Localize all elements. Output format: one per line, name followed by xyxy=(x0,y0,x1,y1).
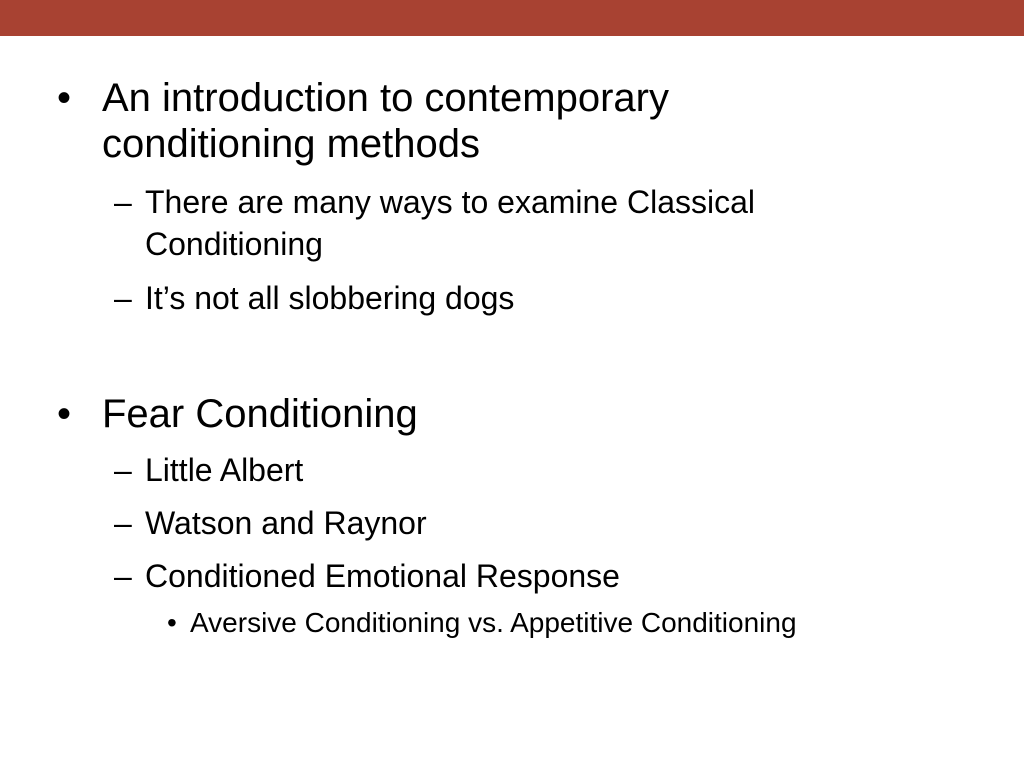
bullet-marker: • xyxy=(57,392,72,436)
bullet-marker: • xyxy=(57,76,72,120)
dash-marker: – xyxy=(114,558,132,594)
bullet-marker: • xyxy=(167,607,177,638)
bullet-text-line: Fear Conditioning xyxy=(102,392,418,436)
sub-sub-bullet-text-line: Aversive Conditioning vs. Appetitive Conditioning xyxy=(190,607,797,638)
sub-bullet-text-line: Little Albert xyxy=(145,452,304,488)
dash-marker: – xyxy=(114,505,132,541)
sub-bullet-text-line: Conditioning xyxy=(145,226,323,262)
sub-bullet-text-line: Watson and Raynor xyxy=(145,505,427,541)
sub-bullet-text-line: There are many ways to examine Classical xyxy=(145,184,756,220)
bullet-text-line: An introduction to contemporary xyxy=(102,76,669,120)
bullet-text-line: conditioning methods xyxy=(102,122,481,166)
dash-marker: – xyxy=(114,184,132,220)
sub-bullet-text-line: It’s not all slobbering dogs xyxy=(145,280,515,316)
sub-bullet-item xyxy=(114,449,304,491)
sub-bullet-item xyxy=(114,277,515,319)
sub-sub-bullet-item xyxy=(167,606,797,640)
dash-marker: – xyxy=(114,452,132,488)
dash-marker: – xyxy=(114,280,132,316)
bullet-item xyxy=(57,391,418,437)
bullet-item xyxy=(57,75,669,167)
sub-bullet-item xyxy=(114,502,427,544)
sub-bullet-item xyxy=(114,555,620,597)
sub-bullet-item xyxy=(114,181,756,265)
sub-bullet-text-line: Conditioned Emotional Response xyxy=(145,558,620,594)
